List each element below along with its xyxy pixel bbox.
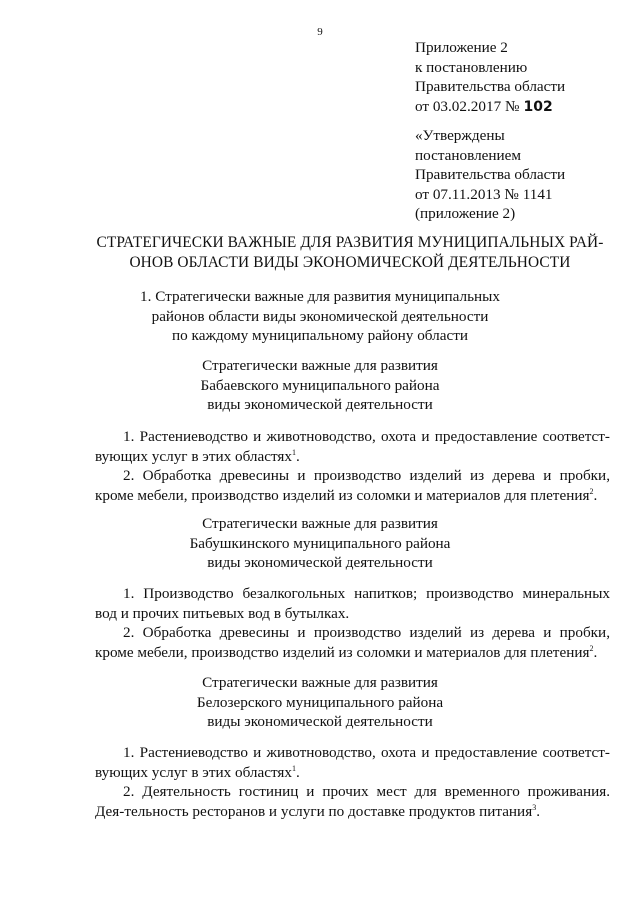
appendix-line: Приложение 2 <box>415 39 508 56</box>
activity-item: 1. Растениеводство и животноводство, охота и предоставление соответст-вующих услуг в этих областях$^1$. <box>95 428 610 465</box>
section-heading-line: 1. Стратегически важные для развития муниципальных <box>140 288 500 305</box>
activity-item: 2. Обработка древесины и производство изделий из дерева и пробки, кроме мебели, производство изделий из соломки и материалов для плетения$^2$. <box>95 624 610 661</box>
footnote-ref: 1 <box>292 447 296 457</box>
title-line: ОНОВ ОБЛАСТИ ВИДЫ ЭКОНОМИЧЕСКОЙ ДЕЯТЕЛЬНОСТИ <box>129 253 571 271</box>
district-heading-line: Стратегически важные для развития <box>202 674 438 691</box>
district-heading-line: Стратегически важные для развития <box>202 515 438 532</box>
appendix-date: от 03.02.2017 № <box>415 97 520 115</box>
footnote-ref: 2 <box>589 486 594 496</box>
district-heading-line: Белозерского муниципального района <box>196 693 444 711</box>
activity-item: 2. Обработка древесины и производство изделий из дерева и пробки, кроме мебели, производство изделий из соломки и материалов для плетения$^2$. <box>95 467 610 504</box>
district-activities <box>95 427 610 505</box>
district-activities <box>95 743 610 821</box>
district-activities <box>95 584 610 662</box>
footnote-ref: 2 <box>589 643 594 653</box>
district-heading <box>60 356 580 415</box>
district-heading-line: Стратегически важные для развития <box>202 357 438 374</box>
approval-line: (приложение 2) <box>415 205 516 223</box>
activity-item: 1. Растениеводство и животноводство, охота и предоставление соответст-вующих услуг в этих областях$^1$. <box>95 744 610 781</box>
title-line: СТРАТЕГИЧЕСКИ ВАЖНЫЕ ДЛЯ РАЗВИТИЯ МУНИЦИПАЛЬНЫХ РАЙ- <box>96 234 604 251</box>
activity-item: 2. Деятельность гостиниц и прочих мест для временного проживания. Дея-тельность ресторанов и услуги по доставке продуктов питания$^3$. <box>95 783 610 820</box>
approval-line: Правительства области <box>415 166 566 184</box>
section-heading <box>60 287 580 346</box>
page-number: 9 <box>317 26 323 38</box>
approval-line: «Утверждены <box>415 127 505 144</box>
section-heading-line: районов области виды экономической деятельности <box>151 307 489 325</box>
activity-item: 1. Производство безалкогольных напитков; производство минеральных вод и прочих питьевых вод в бутылках. <box>95 585 610 622</box>
approval-line: от 07.11.2013 № 1141 <box>415 185 553 203</box>
district-heading-line: Бабушкинского муниципального района <box>189 534 451 552</box>
district-heading <box>60 673 580 732</box>
appendix-line: Правительства области <box>415 78 566 96</box>
district-heading <box>60 514 580 573</box>
district-heading-line: виды экономической деятельности <box>207 396 433 414</box>
approval-reference <box>415 126 630 224</box>
district-heading-line: виды экономической деятельности <box>207 554 433 572</box>
approval-line: постановлением <box>415 146 522 164</box>
document-title <box>94 233 606 272</box>
appendix-reference <box>415 38 630 117</box>
footnote-ref: 1 <box>292 763 296 773</box>
appendix-line: к постановлению <box>415 58 528 76</box>
appendix-date-line <box>415 97 630 118</box>
handwritten-number: 102 <box>523 98 553 115</box>
section-heading-line: по каждому муниципальному району области <box>172 327 468 345</box>
district-heading-line: виды экономической деятельности <box>207 713 433 731</box>
footnote-ref: 3 <box>532 802 537 812</box>
district-heading-line: Бабаевского муниципального района <box>200 376 440 394</box>
